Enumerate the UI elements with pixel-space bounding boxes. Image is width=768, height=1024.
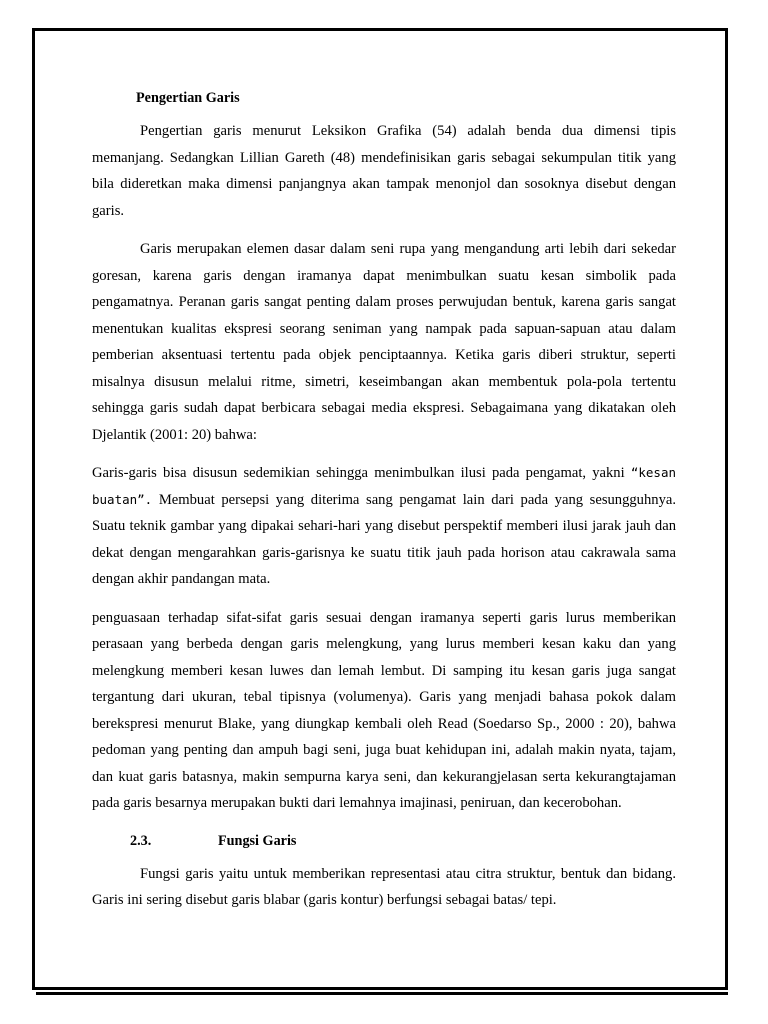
- section-title: Fungsi Garis: [218, 832, 297, 849]
- section-number: 2.3.: [130, 832, 152, 849]
- document-body: [92, 86, 676, 926]
- paragraph-penguasaan: penguasaan terhadap sifat-sifat garis sesuai dengan iramanya seperti garis lurus memberikan perasaan yang berbeda dengan garis melengkung, yang lurus memberi kesan kaku dan yang melengkung memberi kesan luwes dan lemah lembut. Di samping itu kesan garis juga sangat tergantung dari ukuran, tebal tipisnya (volumenya). Garis yang menjadi bahasa pokok dalam berekspresi menurut Blake, yang diungkap kembali oleh Read (Soedarso Sp., 2000 : 20), bahwa pedoman yang penting dan ampuh bagi seni, juga buat kehidupan ini, adalah makin nyata, tajam, dan kuat garis batasnya, makin sempurna karya seni, dan kekurangjelasan serta kekurangtajaman pada garis besarnya merupakan bukti dari lemahnya imajinasi, peniruan, dan kecerobohan.: [92, 609, 676, 811]
- paragraph-fungsi: Fungsi garis yaitu untuk memberikan representasi atau citra struktur, bentuk dan bidang. Garis ini sering disebut garis blabar (garis kontur) berfungsi sebagai batas/ tepi.: [92, 865, 676, 908]
- page-border-bottom-rule: [36, 992, 728, 995]
- section-heading-fungsi-garis: [92, 829, 676, 853]
- quotation-end-text: Membuat persepsi yang diterima sang pengamat lain dari pada yang sesungguhnya. Suatu teknik gambar yang dipakai sehari-hari yang disebut perspektif memberi ilusi jarak jauh dan dekat dengan mengarahkan garis-garisnya ke suatu titik jauh pada horison atau cakrawala sama dengan akhir pandangan mata.: [92, 491, 676, 587]
- paragraph-definition: Pengertian garis menurut Leksikon Grafika (54) adalah benda dua dimensi tipis memanjang. Sedangkan Lillian Gareth (48) mendefinisikan garis sebagai sekumpulan titik yang bila dideretkan maka dimensi panjangnya akan tampak menonjol dan sosoknya disebut dengan garis.: [92, 123, 676, 219]
- quotation-kesan-buatan: “kesan buatan”.: [92, 465, 676, 507]
- section-heading-pengertian-garis: Pengertian Garis: [136, 90, 240, 106]
- paragraph-quotation: [92, 460, 676, 593]
- quotation-start-text: Garis-garis bisa disusun sedemikian sehingga menimbulkan ilusi pada pengamat, yakni: [92, 465, 631, 481]
- paragraph-elemen-dasar: Garis merupakan elemen dasar dalam seni rupa yang mengandung arti lebih dari sekedar goresan, karena garis dengan iramanya dapat menimbulkan suatu kesan simbolik pada pengamatnya. Peranan garis sangat penting dalam proses perwujudan bentuk, karena garis sangat menentukan kualitas ekspresi seorang seniman yang nampak pada sapuan-sapuan atau dalam pemberian aksentuasi tertentu pada objek penciptaannya. Ketika garis diberi struktur, seperti misalnya disusun melalui ritme, simetri, keseimbangan akan membentuk pola-pola tertentu sehingga garis sudah dapat berbicara sebagai media ekspresi. Sebagaimana yang dikatakan oleh Djelantik (2001: 20) bahwa:: [92, 241, 676, 443]
